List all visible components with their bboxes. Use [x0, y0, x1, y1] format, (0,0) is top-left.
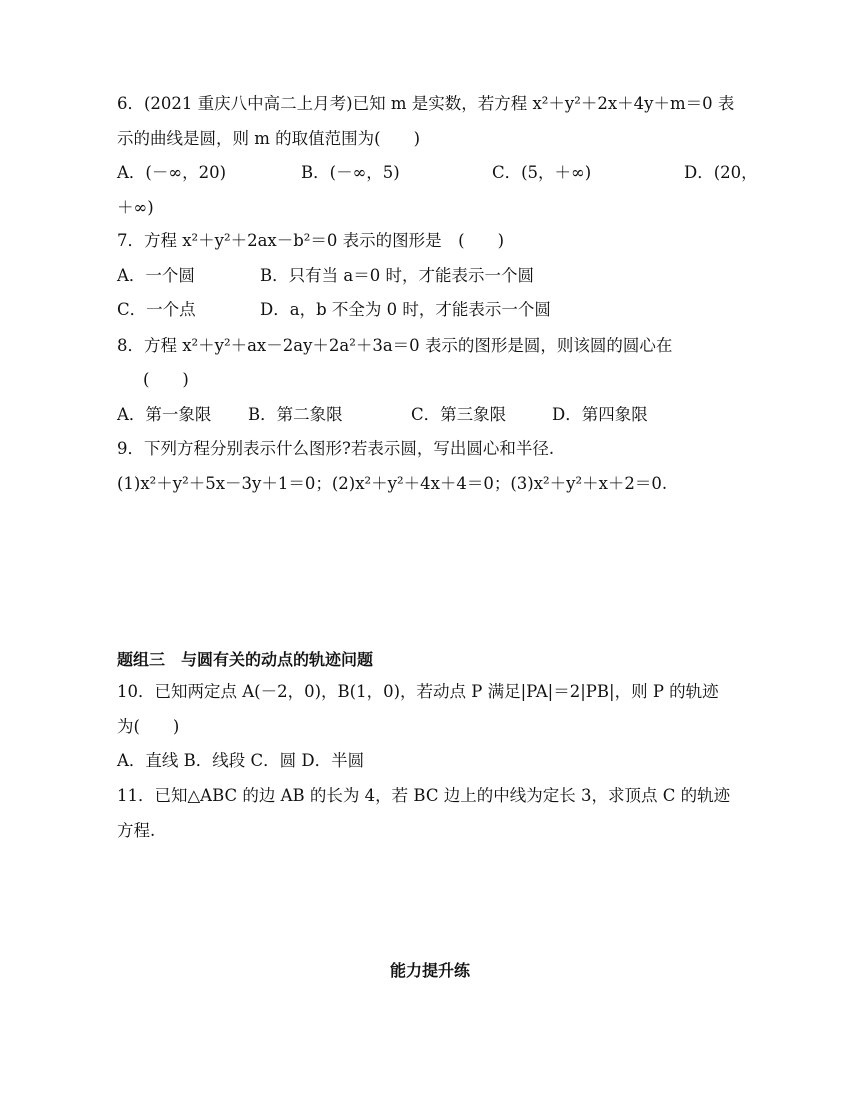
q8-option-d: D．第四象限 — [552, 405, 648, 424]
q6-option-d: D．(20， — [684, 163, 758, 182]
q9-parts: (1)x²＋y²＋5x－3y＋1＝0；(2)x²＋y²＋4x＋4＝0；(3)x²＋y²＋x＋2＝0. — [117, 474, 668, 493]
q11-stem-line1: 11．已知△ABC 的边 AB 的长为 4，若 BC 边上的中线为定长 3，求顶点 C 的轨迹 — [117, 786, 731, 805]
q8-option-b: B．第二象限 — [248, 405, 343, 424]
q7-option-d: D．a，b 不全为 0 时，才能表示一个圆 — [260, 300, 551, 319]
q8-option-a: A．第一象限 — [117, 405, 212, 424]
q8-stem: 8．方程 x²＋y²＋ax－2ay＋2a²＋3a＝0 表示的图形是圆，则该圆的圆心在 — [117, 336, 673, 355]
q7-option-b: B．只有当 a＝0 时，才能表示一个圆 — [260, 266, 534, 285]
q8-option-c: C．第三象限 — [411, 405, 507, 424]
q10-stem-line1: 10．已知两定点 A(－2，0)，B(1，0)，若动点 P 满足|PA|＝2|PB|，则 P 的轨迹 — [117, 682, 719, 701]
q7-stem: 7．方程 x²＋y²＋2ax－b²＝0 表示的图形是 ( ) — [117, 231, 505, 250]
group3-title: 题组三 与圆有关的动点的轨迹问题 — [117, 650, 374, 669]
q10-options: A．直线 B．线段 C．圆 D．半圆 — [117, 751, 365, 770]
q6-option-d-continued: ＋∞) — [117, 198, 154, 217]
q6-stem-line2: 示的曲线是圆，则 m 的取值范围为( ) — [117, 129, 421, 148]
q9-stem: 9．下列方程分别表示什么图形?若表示圆，写出圆心和半径. — [117, 439, 555, 458]
q7-option-c: C．一个点 — [117, 300, 196, 319]
q6-option-c: C．(5，＋∞) — [492, 163, 592, 182]
q11-stem-line2: 方程. — [117, 821, 156, 840]
q6-option-b: B．(－∞，5) — [301, 163, 400, 182]
q6-option-a: A．(－∞，20) — [117, 163, 227, 182]
q6-stem-line1: 6．(2021 重庆八中高二上月考)已知 m 是实数，若方程 x²＋y²＋2x＋4y＋m＝0 表 — [117, 94, 735, 113]
q8-answer-paren: ( ) — [143, 370, 189, 389]
section-title: 能力提升练 — [389, 961, 470, 980]
q7-option-a: A．一个圆 — [117, 266, 195, 285]
q10-stem-line2: 为( ) — [117, 717, 180, 736]
